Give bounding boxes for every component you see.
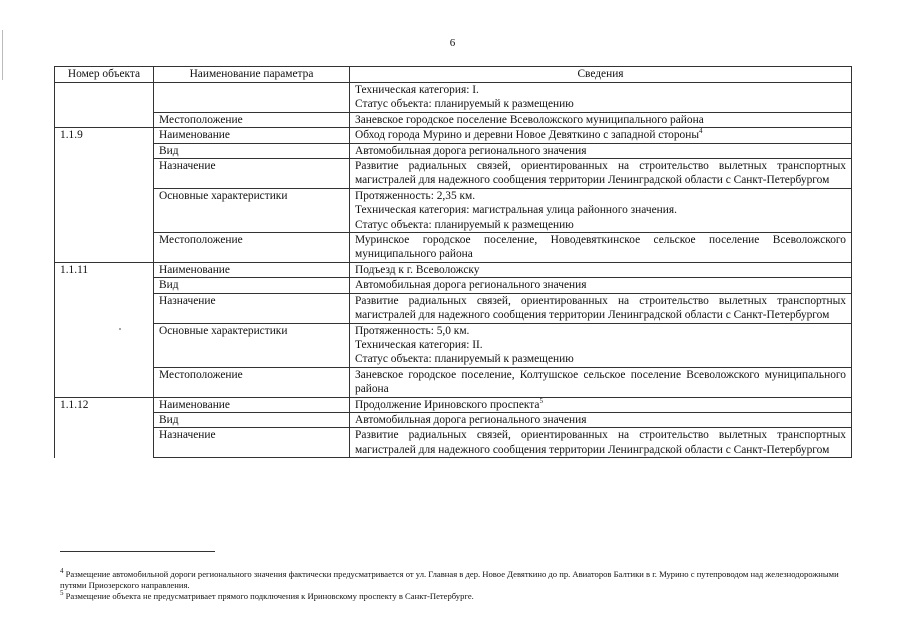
object-number-cell	[55, 428, 154, 458]
details-line: Техническая категория: I.	[355, 84, 479, 96]
parameter-name-cell: Основные характеристики	[154, 323, 350, 367]
details-text: Техническая категория: магистральная улица районного значения.	[355, 204, 677, 217]
footnote-reference: 4	[698, 127, 703, 136]
details-text: Автомобильная дорога регионального значения	[355, 279, 587, 292]
parameter-name-cell: Назначение	[154, 159, 350, 189]
object-number-cell	[55, 293, 154, 323]
details-cell	[350, 233, 852, 263]
object-number-cell: 1.1.12	[55, 397, 154, 412]
parameter-name-cell: Наименование	[154, 128, 350, 143]
table-row	[55, 293, 852, 323]
details-line	[355, 352, 846, 366]
details-line	[355, 368, 846, 397]
table-row	[55, 278, 852, 293]
details-line	[355, 203, 846, 217]
details-text: Обход города Мурино и деревни Новое Девяткино с западной стороны	[355, 129, 699, 142]
object-number-cell	[55, 159, 154, 189]
details-cell	[350, 159, 852, 189]
details-text: Заневское городское поселение, Колтушское сельское поселение Всеволожского муниципального района	[355, 368, 846, 396]
details-line	[355, 398, 846, 412]
parameter-name-cell: Назначение	[154, 293, 350, 323]
parameter-name-cell: Назначение	[154, 428, 350, 458]
details-line	[355, 128, 846, 142]
parameter-name-cell: Местоположение	[154, 112, 350, 127]
details-text: Статус объекта: планируемый к размещению	[355, 218, 574, 231]
table-row	[55, 188, 852, 232]
object-number-cell	[55, 188, 154, 232]
details-cell	[350, 367, 852, 397]
table-row	[55, 83, 852, 113]
object-number-cell	[55, 323, 154, 367]
details-line	[355, 338, 846, 352]
details-cell	[350, 293, 852, 323]
footnote-reference: 5	[539, 396, 543, 405]
object-number-cell	[55, 83, 154, 113]
details-line	[355, 218, 846, 232]
details-cell	[350, 143, 852, 158]
footnote-text: Размещение объекта не предусматривает прямого подключения к Ириновскому проспекту в Санкт-Петербурге.	[65, 591, 474, 601]
object-number-cell: 1.1.9	[55, 128, 154, 143]
details-cell	[350, 323, 852, 367]
object-number-cell	[55, 367, 154, 397]
parameter-name-cell	[154, 83, 350, 113]
details-cell	[350, 188, 852, 232]
parameter-name-cell: Наименование	[154, 397, 350, 412]
table-header-row	[55, 67, 852, 83]
footnote-mark: 4	[60, 567, 64, 576]
table-row	[55, 397, 852, 412]
table-row	[55, 128, 852, 143]
footnote-separator	[60, 551, 215, 552]
details-text: Развитие радиальных связей, ориентированных на строительство вылетных транспортных магистралей для надежного сообщения территории Ленинградской области с Санкт-Петербургом	[355, 429, 846, 456]
object-number-cell: 1.1.11	[55, 262, 154, 277]
header-parameter-name: Наименование параметра	[154, 67, 350, 83]
table-row	[55, 428, 852, 458]
footnote-mark: 5	[60, 589, 64, 598]
details-text: Муринское городское поселение, Новодевяткинское сельское поселение Всеволожского муниципального района	[355, 234, 846, 261]
details-text: Продолжение Ириновского проспекта	[355, 398, 540, 411]
footnotes	[60, 569, 860, 602]
details-text: Автомобильная дорога регионального значения	[355, 413, 587, 426]
details-line	[355, 233, 846, 262]
details-text: Развитие радиальных связей, ориентированных на строительство вылетных транспортных магистралей для надежного сообщения территории Ленинградской области с Санкт-Петербургом	[355, 294, 846, 322]
parameter-name-cell: Местоположение	[154, 367, 350, 397]
footnote-4	[60, 569, 860, 591]
details-line	[355, 428, 846, 457]
parameter-name-cell: Вид	[154, 143, 350, 158]
parameter-name-cell: Наименование	[154, 262, 350, 277]
footnote-text: Размещение автомобильной дороги регионального значения фактически предусматривается от ул. Главная в дер. Новое Девяткино до пр. Авиаторов Балтики в г. Мурино с путепроводом над железнодорожными путями Приозерского направления.	[60, 569, 839, 590]
page-number: 6	[449, 37, 456, 49]
details-cell	[350, 412, 852, 427]
table-row	[55, 143, 852, 158]
object-number-cell	[55, 112, 154, 127]
document-table	[54, 66, 852, 458]
details-text: Протяженность: 5,0 км.	[355, 324, 470, 337]
details-line	[355, 294, 846, 323]
object-number-cell	[55, 412, 154, 427]
details-line	[355, 278, 846, 292]
details-line	[355, 159, 846, 188]
table-body	[55, 83, 852, 458]
parameter-name-cell: Основные характеристики	[154, 188, 350, 232]
details-line	[355, 324, 846, 338]
parameter-name-cell: Вид	[154, 278, 350, 293]
details-cell	[350, 83, 852, 113]
details-line	[355, 144, 846, 158]
table-row	[55, 159, 852, 189]
details-text: Статус объекта: планируемый к размещению	[355, 353, 574, 366]
details-line	[355, 263, 846, 277]
table-row	[55, 367, 852, 397]
parameter-name-cell: Местоположение	[154, 233, 350, 263]
details-text: Протяженность: 2,35 км.	[355, 189, 476, 202]
table-row	[55, 112, 852, 127]
header-object-number: Номер объекта	[55, 67, 154, 83]
details-line	[355, 189, 846, 203]
details-cell	[350, 428, 852, 458]
table-row	[55, 233, 852, 263]
details-text: Подъезд к г. Всеволожску	[355, 263, 480, 276]
details-cell	[350, 278, 852, 293]
object-number-cell	[55, 278, 154, 293]
details-text: Автомобильная дорога регионального значения	[355, 144, 587, 157]
table-row	[55, 262, 852, 277]
table-row	[55, 412, 852, 427]
details-line	[355, 413, 846, 427]
object-number-cell	[55, 143, 154, 158]
table-row	[55, 323, 852, 367]
details-text: Техническая категория: II.	[355, 338, 483, 351]
footnote-5	[60, 591, 860, 602]
object-number-cell	[55, 233, 154, 263]
details-line: Статус объекта: планируемый к размещению	[355, 98, 574, 111]
details-cell: Заневское городское поселение Всеволожского муниципального района	[350, 112, 852, 127]
parameter-name-cell: Вид	[154, 412, 350, 427]
details-text: Развитие радиальных связей, ориентированных на строительство вылетных транспортных магистралей для надежного сообщения территории Ленинградской области с Санкт-Петербургом	[355, 160, 846, 187]
details-cell	[350, 397, 852, 412]
details-cell	[350, 262, 852, 277]
header-details: Сведения	[350, 67, 852, 83]
details-cell	[350, 128, 852, 143]
